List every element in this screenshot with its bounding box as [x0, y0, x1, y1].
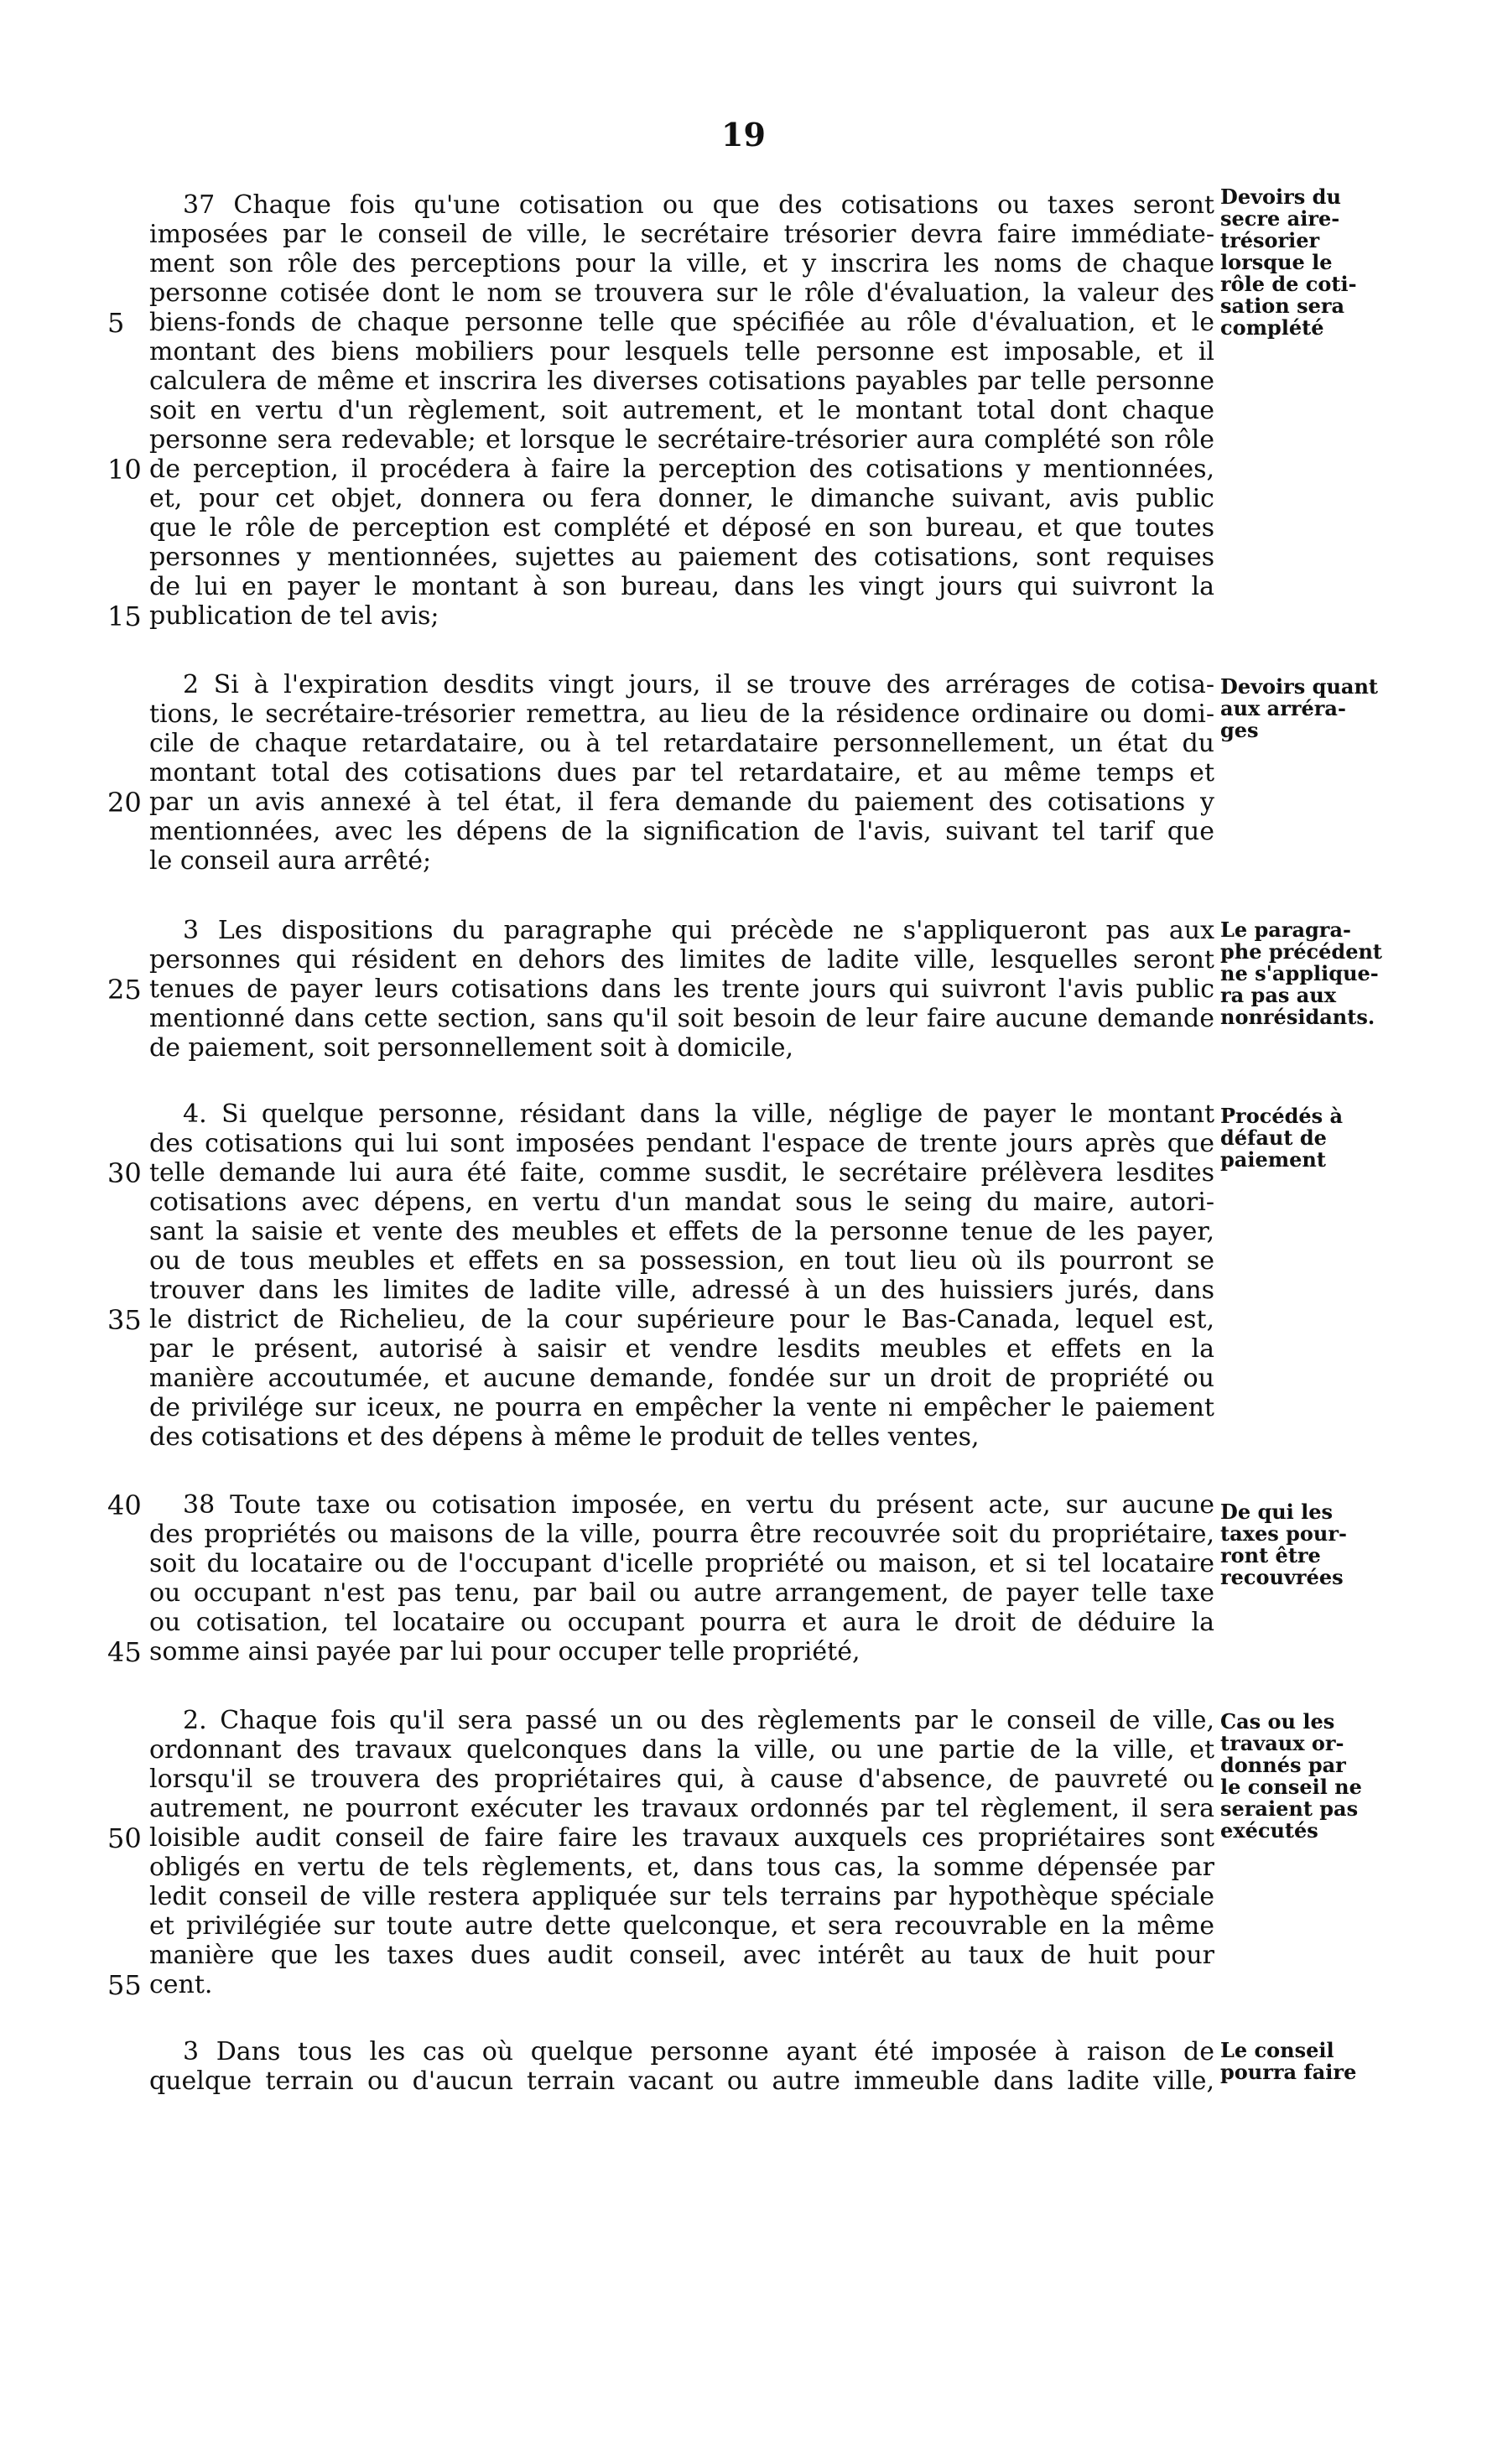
- text-line: tenues de payer leurs cotisations dans les trente jours qui suivront l'avis public: [149, 975, 1214, 1004]
- text-line: ou cotisation, tel locataire ou occupant pourra et aura le droit de déduire la: [149, 1608, 1214, 1637]
- text-line: de paiement, soit personnellement soit à domicile,: [149, 1033, 794, 1063]
- text-line: personne sera redevable; et lorsque le secrétaire-trésorier aura complété son rôle: [149, 425, 1214, 455]
- text-line: obligés en vertu de tels règlements, et, dans tous cas, la somme dépensée par: [149, 1853, 1214, 1882]
- line-number: 55: [107, 1969, 142, 2001]
- text-line: lorsqu'il se trouvera des propriétaires qui, à cause d'absence, de pauvreté ou: [149, 1765, 1214, 1794]
- text-line: montant total des cotisations dues par tel retardataire, et au même temps et: [149, 758, 1214, 788]
- text-line: par un avis annexé à tel état, il fera demande du paiement des cotisations y: [149, 788, 1214, 817]
- text-line: le conseil aura arrêté;: [149, 846, 432, 876]
- margin-note: Devoirs quant aux arréra- ges: [1220, 674, 1378, 742]
- text-line: ledit conseil de ville restera appliquée sur tels terrains par hypothèque spéciale: [149, 1882, 1214, 1911]
- text-line: ordonnant des travaux quelconques dans la ville, ou une partie de la ville, et: [149, 1735, 1214, 1765]
- text-line: cent.: [149, 1970, 213, 1999]
- text-line: de perception, il procédera à faire la perception des cotisations y mentionnées,: [149, 455, 1214, 484]
- line-number: 35: [107, 1304, 142, 1336]
- text-line: mentionnées, avec les dépens de la signification de l'avis, suivant tel tarif que: [149, 817, 1214, 846]
- text-line: loisible audit conseil de faire faire les travaux auxquels ces propriétaires sont: [149, 1823, 1214, 1853]
- text-line: cotisations avec dépens, en vertu d'un mandat sous le seing du maire, autori-: [149, 1188, 1214, 1217]
- margin-note: Procédés à défaut de paiement: [1220, 1104, 1344, 1172]
- text-line: 2 Si à l'expiration desdits vingt jours, il se trouve des arrérages de cotisa-: [183, 670, 1214, 699]
- text-line: des cotisations qui lui sont imposées pendant l'espace de trente jours après que: [149, 1129, 1214, 1158]
- text-line: autrement, ne pourront exécuter les travaux ordonnés par tel règlement, il sera: [149, 1794, 1214, 1823]
- text-line: trouver dans les limites de ladite ville, adressé à un des huissiers jurés, dans: [149, 1276, 1214, 1305]
- line-number: 40: [107, 1489, 142, 1521]
- line-number: 45: [107, 1636, 142, 1668]
- text-line: biens-fonds de chaque personne telle que spécifiée au rôle d'évaluation, et le: [149, 308, 1214, 337]
- line-number: 5: [107, 307, 125, 339]
- text-line: telle demande lui aura été faite, comme susdit, le secrétaire prélèvera lesdites: [149, 1158, 1214, 1188]
- margin-note: De qui les taxes pour- ront être recouvrées: [1220, 1500, 1347, 1589]
- text-line: personnes y mentionnées, sujettes au paiement des cotisations, sont requises: [149, 543, 1214, 572]
- text-line: manière que les taxes dues audit conseil, avec intérêt au taux de huit pour: [149, 1941, 1214, 1970]
- text-line: manière accoutumée, et aucune demande, fondée sur un droit de propriété ou: [149, 1364, 1214, 1393]
- line-number: 10: [107, 454, 142, 486]
- margin-note: Le paragra- phe précédent ne s'applique- ra pas aux nonrésidants.: [1220, 918, 1383, 1029]
- margin-note: Cas ou les travaux or- donnés par le conseil ne seraient pas exécutés: [1220, 1709, 1362, 1843]
- line-number: 25: [107, 974, 142, 1006]
- text-line: 2. Chaque fois qu'il sera passé un ou des règlements par le conseil de ville,: [183, 1706, 1214, 1735]
- text-line: ou de tous meubles et effets en sa possession, en tout lieu où ils pourront se: [149, 1246, 1214, 1276]
- text-line: ou occupant n'est pas tenu, par bail ou autre arrangement, de payer telle taxe: [149, 1578, 1214, 1608]
- text-line: tions, le secrétaire-trésorier remettra, au lieu de la résidence ordinaire ou domi-: [149, 699, 1214, 729]
- line-number: 20: [107, 787, 142, 819]
- text-line: de lui en payer le montant à son bureau, dans les vingt jours qui suivront la: [149, 572, 1214, 601]
- text-line: quelque terrain ou d'aucun terrain vacant ou autre immeuble dans ladite ville,: [149, 2066, 1214, 2096]
- margin-note: Le conseil pourra faire: [1220, 2038, 1357, 2084]
- text-line: et, pour cet objet, donnera ou fera donner, le dimanche suivant, avis public: [149, 484, 1214, 513]
- line-number: 15: [107, 600, 142, 632]
- text-line: des propriétés ou maisons de la ville, pourra être recouvrée soit du propriétaire,: [149, 1520, 1214, 1549]
- text-line: imposées par le conseil de ville, le secrétaire trésorier devra faire immédiate-: [149, 220, 1214, 249]
- text-line: somme ainsi payée par lui pour occuper telle propriété,: [149, 1637, 860, 1666]
- text-line: et privilégiée sur toute autre dette quelconque, et sera recouvrable en la même: [149, 1911, 1214, 1941]
- text-line: ment son rôle des perceptions pour la ville, et y inscrira les noms de chaque: [149, 249, 1214, 278]
- text-line: soit en vertu d'un règlement, soit autrement, et le montant total dont chaque: [149, 396, 1214, 425]
- text-line: personnes qui résident en dehors des limites de ladite ville, lesquelles seront: [149, 945, 1214, 975]
- text-line: de privilége sur iceux, ne pourra en empêcher la vente ni empêcher le paiement: [149, 1393, 1214, 1422]
- text-line: 37 Chaque fois qu'une cotisation ou que des cotisations ou taxes seront: [183, 190, 1214, 220]
- line-number: 50: [107, 1822, 142, 1854]
- text-line: cile de chaque retardataire, ou à tel retardataire personnellement, un état du: [149, 729, 1214, 758]
- line-number: 30: [107, 1157, 142, 1189]
- text-line: personne cotisée dont le nom se trouvera sur le rôle d'évaluation, la valeur des: [149, 278, 1214, 308]
- text-line: montant des biens mobiliers pour lesquels telle personne est imposable, et il: [149, 337, 1214, 366]
- page-number: 19: [721, 116, 766, 153]
- text-line: le district de Richelieu, de la cour supérieure pour le Bas-Canada, lequel est,: [149, 1305, 1214, 1334]
- text-line: soit du locataire ou de l'occupant d'icelle propriété ou maison, et si tel locataire: [149, 1549, 1214, 1578]
- text-line: sant la saisie et vente des meubles et effets de la personne tenue de les payer,: [149, 1217, 1214, 1246]
- text-line: calculera de même et inscrira les diverses cotisations payables par telle personne: [149, 366, 1214, 396]
- text-line: que le rôle de perception est complété et déposé en son bureau, et que toutes: [149, 513, 1214, 543]
- text-line: mentionné dans cette section, sans qu'il soit besoin de leur faire aucune demande: [149, 1004, 1214, 1033]
- text-line: par le présent, autorisé à saisir et vendre lesdits meubles et effets en la: [149, 1334, 1214, 1364]
- text-line: 3 Dans tous les cas où quelque personne ayant été imposée à raison de: [183, 2037, 1214, 2066]
- margin-note: Devoirs du secre aire- trésorier lorsque le rôle de coti- sation sera complété: [1220, 185, 1357, 340]
- text-line: 4. Si quelque personne, résidant dans la ville, néglige de payer le montant: [183, 1099, 1214, 1129]
- text-line: 3 Les dispositions du paragraphe qui précède ne s'appliqueront pas aux: [183, 916, 1214, 945]
- text-line: des cotisations et des dépens à même le produit de telles ventes,: [149, 1422, 980, 1452]
- text-line: publication de tel avis;: [149, 601, 439, 631]
- text-line: 38 Toute taxe ou cotisation imposée, en vertu du présent acte, sur aucune: [183, 1490, 1214, 1520]
